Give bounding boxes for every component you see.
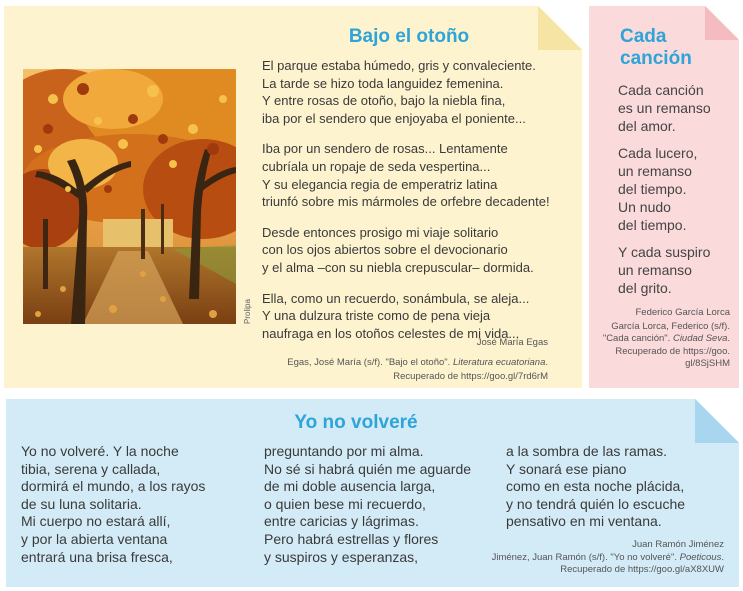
stanza-1 <box>618 82 711 135</box>
poem-title-line: Cada <box>620 26 667 47</box>
verse: Pero habrá estrellas y flores <box>264 530 439 547</box>
verse: a la sombra de las ramas. <box>506 443 668 459</box>
verse: del tiempo. <box>618 216 687 233</box>
citation <box>258 356 548 383</box>
verse: Cada canción <box>618 82 704 98</box>
autumn-park-photo <box>23 69 236 324</box>
citation-url: gl/8SjSHM <box>685 357 730 369</box>
poem-column-2 <box>264 443 471 566</box>
verse: Ella, como un recuerdo, sonámbula, se aleja... <box>262 290 530 306</box>
stanza-2 <box>262 140 574 210</box>
citation-text: "Cada canción". <box>602 333 673 345</box>
verse: un remanso <box>618 163 692 180</box>
stanza-3 <box>262 224 574 277</box>
citation-text: . <box>721 552 724 563</box>
verse: triunfó sobre mis mármoles de orfebre decadente! <box>262 194 550 210</box>
citation-source: Ciudad Seva <box>672 333 728 345</box>
verse: Y una dulzura triste como de pena vieja <box>262 308 491 324</box>
poem-title: Bajo el otoño <box>348 26 470 47</box>
citation-text: . <box>545 357 548 368</box>
stanza-1 <box>262 57 574 127</box>
verse: Mi cuerpo no estará allí, <box>21 513 171 530</box>
verse: del grito. <box>618 279 672 296</box>
verse: La tarde se hizo toda languidez femenina. <box>262 75 504 91</box>
page-fold-corner <box>538 6 582 50</box>
verse: tibia, serena y callada, <box>21 460 161 477</box>
verse: Y su elegancia regia de emperatriz latina <box>262 176 498 192</box>
citation <box>600 321 730 370</box>
poem-body <box>618 82 711 308</box>
citation-text: Jiménez, Juan Ramón (s/f). "Yo no volveré". <box>491 552 680 563</box>
verse: o quien bese mi recuerdo, <box>264 495 426 512</box>
verse: de su luna solitaria. <box>21 495 142 512</box>
citation-url: Recuperado de https://goo. <box>615 345 730 357</box>
verse: Y sonará ese piano <box>506 460 627 477</box>
citation-text: Egas, José María (s/f). "Bajo el otoño". <box>287 357 453 368</box>
verse: un remanso <box>618 262 692 279</box>
verse: naufraga en los otoños celestes de mi vida... <box>262 325 520 341</box>
verse: El parque estaba húmedo, gris y convaleciente. <box>262 58 536 73</box>
verse: Y entre rosas de otoño, bajo la niebla fina, <box>262 93 506 109</box>
stanza-3 <box>618 244 711 297</box>
verse: No sé si habrá quién me aguarde <box>264 460 472 477</box>
verse: preguntando por mi alma. <box>264 443 424 459</box>
verse: y suspiros y esperanzas, <box>264 548 419 565</box>
verse: entrará una brisa fresca, <box>21 548 173 565</box>
stanza-2 <box>618 145 711 234</box>
citation-source: Literatura ecuatoriana <box>452 357 546 368</box>
verse: y no tendrá quién lo escuche <box>506 495 686 512</box>
verse: como en esta noche plácida, <box>506 478 685 495</box>
poem-author: Juan Ramón Jiménez <box>632 539 724 550</box>
verse: Cada lucero, <box>618 145 698 162</box>
verse: y por la abierta ventana <box>21 530 168 547</box>
poem-title: Yo no volveré <box>294 412 418 433</box>
verse: Un nudo <box>618 198 671 215</box>
verse: Iba por un sendero de rosas... Lentamente <box>262 141 508 157</box>
poem-card-bajo-el-otono <box>4 6 582 388</box>
page-fold-corner <box>695 399 739 443</box>
verse: cubríala un ropaje de seda vespertina... <box>262 158 491 174</box>
poem-author: José María Egas <box>476 337 548 348</box>
poem-column-3 <box>506 443 685 531</box>
poem-body <box>262 57 574 355</box>
poem-author: Federico García Lorca <box>635 307 730 318</box>
stanza-4 <box>262 290 574 343</box>
citation-url: Recuperado de https://goo.gl/aX8XUW <box>560 564 724 576</box>
poem-title <box>620 26 692 70</box>
verse: Y cada suspiro <box>618 244 711 261</box>
citation-text: García Lorca, Federico (s/f). <box>611 321 730 332</box>
page-fold-corner <box>705 6 739 40</box>
verse: entre caricias y lágrimas. <box>264 513 419 530</box>
verse: con los ojos abiertos sobre el devocionario <box>262 242 508 258</box>
citation-source: Poeticous <box>679 552 722 563</box>
verse: del tiempo. <box>618 180 687 197</box>
citation-url: Recuperado de https://goo.gl/7rd6rM <box>393 370 548 382</box>
verse: del amor. <box>618 117 676 134</box>
poem-card-cada-cancion <box>589 6 739 388</box>
citation <box>424 552 724 577</box>
poem-title-line: canción <box>620 48 692 69</box>
poem-column-1 <box>21 443 205 566</box>
verse: es un remanso <box>618 99 711 116</box>
verse: Desde entonces prosigo mi viaje solitario <box>262 224 499 240</box>
verse: iba por el sendero que enjoyaba el poniente... <box>262 110 526 126</box>
verse: Yo no volveré. Y la noche <box>21 443 179 459</box>
poem-card-yo-no-volvere <box>6 399 739 587</box>
verse: pensativo en mi ventana. <box>506 513 662 530</box>
verse: y el alma –con su niebla crepuscular– dormida. <box>262 259 534 275</box>
citation-text: . <box>727 333 730 345</box>
verse: de mi doble ausencia larga, <box>264 478 436 495</box>
verse: dormirá el mundo, a los rayos <box>21 478 206 495</box>
photo-credit: Prolipa <box>243 299 252 324</box>
